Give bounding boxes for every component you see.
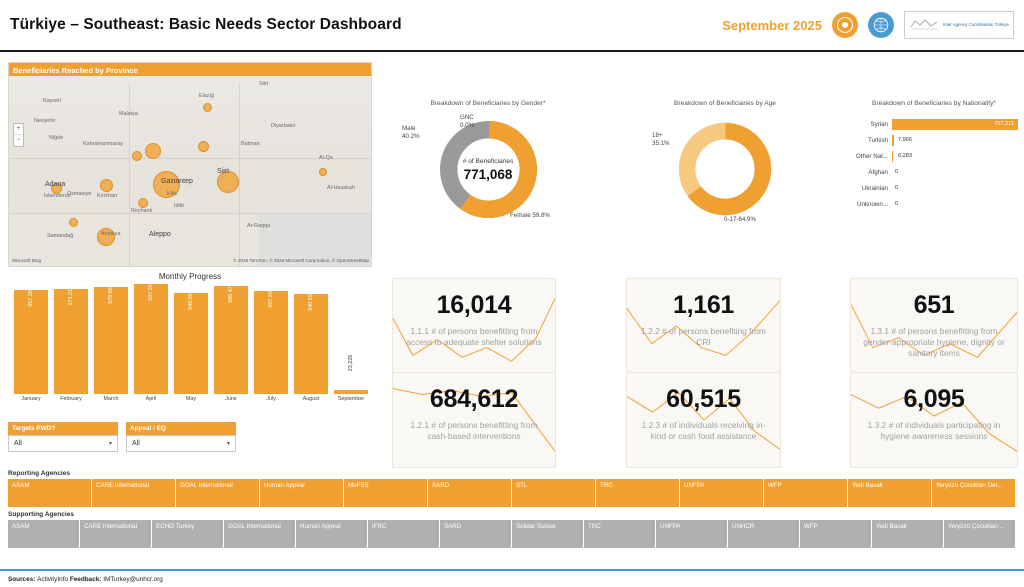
map-bubble[interactable] <box>198 141 209 152</box>
nationality-row[interactable] <box>850 148 1018 164</box>
monthly-bar-value: 557,299 <box>268 288 274 309</box>
kpi-card-shelter[interactable] <box>392 278 556 374</box>
gender-gnc-label: GNC 0.0% <box>460 114 475 130</box>
supporting-agencies-row <box>8 520 1016 548</box>
un-logo-icon <box>868 12 894 38</box>
nationality-label: Unknown... <box>857 200 888 208</box>
kpi-card-cri[interactable] <box>626 278 781 374</box>
map-bubble[interactable] <box>319 168 327 176</box>
map-bubble[interactable] <box>145 143 161 159</box>
chevron-down-icon[interactable]: ▾ <box>108 441 112 447</box>
agency-cell[interactable]: WFP <box>800 520 872 548</box>
gender-chart-title: Breakdown of Beneficiaries by Gender* <box>430 100 546 107</box>
supporting-agencies-title: Supporting Agencies <box>8 511 75 518</box>
filters-group <box>8 422 236 452</box>
kpi-description: 1.3.1 # of persons benefitting from gender-appropriate hygiene, dignity or sanitary items <box>863 326 1005 358</box>
agency-cell[interactable]: SARD <box>440 520 512 548</box>
filter-label: Targets PWD? <box>8 422 118 435</box>
monthly-progress-axis <box>8 394 372 402</box>
age-donut-chart <box>630 100 820 223</box>
chevron-down-icon[interactable]: ▾ <box>226 441 230 447</box>
map-title: Beneficiaries Reached by Province <box>9 63 371 76</box>
axis-tick: January <box>21 396 41 402</box>
agency-cell[interactable]: Yeryüzü Çocukları ... <box>944 520 1016 548</box>
coordination-logo-icon <box>832 12 858 38</box>
nationality-row[interactable] <box>850 196 1018 212</box>
monthly-progress-title: Monthly Progress <box>158 272 222 281</box>
map-bubble[interactable] <box>100 179 113 192</box>
agency-cell[interactable]: Yedi Basak <box>872 520 944 548</box>
monthly-bar-value: 586,477 <box>228 283 234 303</box>
age-0-17-label: 0-17-64.9% <box>724 216 756 223</box>
map-label: Reyhanlı <box>131 208 153 214</box>
map-label: Diyarbakır <box>271 123 296 129</box>
monthly-bar-value: 597,203 <box>148 281 154 301</box>
nationality-value: 757,211 <box>994 120 1014 127</box>
agency-cell[interactable]: TRC <box>596 479 680 507</box>
map-label: Batman <box>241 141 260 147</box>
gender-female-label: Female 59.8% <box>510 212 550 219</box>
nationality-row[interactable] <box>850 132 1018 148</box>
feedback-label: Feedback: <box>69 575 102 583</box>
reporting-agencies-title: Reporting Agencies <box>8 470 71 477</box>
monthly-bar-col[interactable] <box>94 284 128 394</box>
map-brand-label: Microsoft Bing <box>12 258 42 263</box>
filter-dropdown[interactable] <box>8 435 118 452</box>
map-label: Siirt <box>259 81 269 87</box>
kpi-description: 1.3.2 # of individuals participating in hygiene awareness sessions <box>867 420 1001 441</box>
map-road <box>9 158 372 159</box>
kpi-description: 1.1.1 # of persons benefitting from access to adequate shelter solutions <box>406 326 542 347</box>
agency-cell[interactable]: ASAM <box>8 479 92 507</box>
nationality-label: Turkish <box>867 136 888 144</box>
monthly-bar-col[interactable] <box>14 284 48 394</box>
nationality-label: Afghan <box>868 168 888 176</box>
map-zoom-in-button[interactable]: + <box>14 124 23 135</box>
nationality-label: Other Nat... <box>856 152 888 160</box>
axis-tick: March <box>103 396 119 402</box>
filter-label: Appeal / EQ <box>126 422 236 435</box>
filter-targets-pwd[interactable] <box>8 422 118 452</box>
nationality-value: 0 <box>895 184 899 191</box>
beneficiaries-label: # of Beneficiaries <box>462 157 514 165</box>
axis-tick: February <box>60 396 82 402</box>
page-header <box>0 0 1024 52</box>
monthly-bar-value: 567,387 <box>28 286 34 307</box>
map-label: Al-Qa <box>319 155 333 161</box>
header-right-group <box>722 11 1014 39</box>
kpi-value: 60,515 <box>666 385 741 413</box>
axis-tick: June <box>225 396 237 402</box>
kpi-value: 1,161 <box>672 291 735 319</box>
agency-cell[interactable]: STL <box>512 479 596 507</box>
kpi-card-food[interactable] <box>626 372 781 468</box>
map-label: Osmaniye <box>67 191 92 197</box>
agency-cell[interactable]: Solidar Suisse <box>512 520 584 548</box>
monthly-bar-col[interactable] <box>134 281 168 394</box>
monthly-bar-value: 23,226 <box>348 354 354 371</box>
axis-tick: September <box>337 396 365 402</box>
agency-cell[interactable]: Human Appeal <box>296 520 368 548</box>
map-bubble[interactable] <box>138 198 148 208</box>
agency-cell[interactable]: CARE International <box>80 520 152 548</box>
monthly-bar-value: 546,803 <box>188 290 194 310</box>
filter-appeal-eq[interactable] <box>126 422 236 452</box>
map-label: Idlib <box>174 203 184 209</box>
reporting-agencies-row <box>8 479 1016 507</box>
map-label: Elazığ <box>199 93 214 99</box>
nationality-label: Syrian <box>870 120 888 128</box>
nationality-row[interactable] <box>850 180 1018 196</box>
kpi-value: 6,095 <box>903 385 965 413</box>
axis-tick: May <box>185 396 197 402</box>
gender-donut[interactable] <box>436 117 541 222</box>
monthly-bar-value: 540,597 <box>308 291 314 312</box>
map-label: Malatya <box>119 111 138 117</box>
map-label: Kahramanmaraş <box>83 141 123 147</box>
monthly-bar-col[interactable] <box>54 284 88 394</box>
map-attribution: © 2025 TomTom, © 2025 Microsoft Corporation, © OpenStreetMap <box>233 258 369 264</box>
age-chart-title: Breakdown of Beneficiaries by Age <box>674 100 776 107</box>
axis-tick: July <box>266 396 276 402</box>
monthly-bar-col[interactable] <box>334 284 368 394</box>
agency-cell[interactable]: SARD <box>428 479 512 507</box>
agency-cell[interactable]: CARE International <box>92 479 176 507</box>
kpi-description: 1.2.2 # of persons benefiting from CRI <box>641 326 766 347</box>
kpi-value: 16,014 <box>436 291 512 319</box>
map-bubble[interactable] <box>203 103 212 112</box>
gender-male-label: Male 40.2% <box>402 125 420 141</box>
nationality-row[interactable] <box>850 116 1018 132</box>
map-bubble[interactable] <box>132 151 142 161</box>
map-label: Gaziantep <box>161 178 193 185</box>
agency-cell[interactable]: Yeryüzü Çocukları Der... <box>932 479 1016 507</box>
sources-label: Sources: <box>8 575 36 583</box>
nationality-value: 0 <box>895 200 899 207</box>
inter-agency-logo <box>904 11 1014 39</box>
monthly-bar-col[interactable] <box>214 284 248 394</box>
map-zoom-control[interactable] <box>13 123 24 147</box>
age-donut[interactable] <box>675 119 775 219</box>
monthly-progress-chart <box>8 272 372 417</box>
map-label: Kayseri <box>43 98 61 104</box>
filter-value: All <box>14 440 22 447</box>
page-title: Türkiye – Southeast: Basic Needs Sector Dashboard <box>10 16 402 33</box>
nationality-label: Ukrainian <box>861 184 888 192</box>
kpi-value: 684,612 <box>429 385 519 413</box>
monthly-bar-value: 571,211 <box>68 286 74 306</box>
agency-cell[interactable]: WFP <box>764 479 848 507</box>
axis-tick: August <box>302 396 320 402</box>
agency-cell[interactable]: UNFPA <box>656 520 728 548</box>
monthly-bar-value: 578,851 <box>108 284 114 305</box>
agency-cell[interactable]: TRC <box>584 520 656 548</box>
filter-value: All <box>132 440 140 447</box>
agency-cell[interactable]: GOAL International <box>176 479 260 507</box>
agency-cell[interactable]: UNFPA <box>680 479 764 507</box>
agency-cell[interactable]: Yedi Basak <box>848 479 932 507</box>
agency-cell[interactable]: IFRC <box>368 520 440 548</box>
monthly-progress-plot <box>8 281 372 394</box>
map-label: Niğde <box>49 135 64 141</box>
monthly-bar-col[interactable] <box>294 284 328 394</box>
kpi-value: 651 <box>913 291 955 319</box>
nationality-value: 7,966 <box>898 136 912 143</box>
agency-cell[interactable]: ECHO Turkey <box>152 520 224 548</box>
monthly-bar-col[interactable] <box>174 284 208 394</box>
kpi-card-cash[interactable] <box>392 372 556 468</box>
nationality-row[interactable] <box>850 164 1018 180</box>
inter-agency-logo-label: Inter Agency Coordination Türkiye <box>942 22 1009 28</box>
map-label: Kilis <box>167 191 177 197</box>
gender-donut-center <box>436 117 541 222</box>
filter-dropdown[interactable] <box>126 435 236 452</box>
nationality-value: 0 <box>895 168 899 175</box>
nationality-chart-title: Breakdown of Beneficiaries by Nationality* <box>872 100 996 107</box>
map-bubble[interactable] <box>69 218 78 227</box>
agency-cell[interactable]: ASAM <box>8 520 80 548</box>
map-label: Aleppo <box>149 231 171 238</box>
page-footer <box>0 569 1024 587</box>
agency-cell[interactable]: GOAL International <box>224 520 296 548</box>
kpi-description: 1.2.3 # of individuals receiving in-kind or cash food assistance <box>641 420 766 441</box>
agency-cell[interactable]: UNHCR <box>728 520 800 548</box>
map-panel[interactable] <box>8 62 372 267</box>
map-label: Siirt <box>217 168 230 175</box>
kpi-card-hygiene-items[interactable] <box>850 278 1018 374</box>
agency-cell[interactable]: MoFSS <box>344 479 428 507</box>
sources-value: ActivityInfo <box>37 575 69 583</box>
map-label: Antakya <box>101 231 121 237</box>
nationality-value: 6,283 <box>898 152 912 159</box>
age-18plus-label: 18+ 35.1% <box>652 132 670 148</box>
map-label: Samandağ <box>47 233 74 239</box>
map-label: Ar-Raqqa <box>247 223 271 229</box>
gender-donut-chart <box>388 100 588 222</box>
beneficiaries-value: 771,068 <box>463 166 513 182</box>
map-label: Adana <box>45 181 66 188</box>
feedback-value[interactable]: IMTurkey@unhcr.org <box>103 575 163 583</box>
map-road <box>239 83 240 267</box>
kpi-card-hygiene-sessions[interactable] <box>850 372 1018 468</box>
agency-cell[interactable]: Human Appeal <box>260 479 344 507</box>
map-zoom-out-button[interactable]: − <box>16 137 21 143</box>
kpi-description: 1.2.1 # of persons benefitting from cash-based interventions <box>410 420 538 441</box>
report-date: September 2025 <box>722 17 822 33</box>
map-road <box>9 213 372 214</box>
map-label: Nevşehir <box>34 118 56 124</box>
map-label: Kırıkhan <box>97 193 118 199</box>
axis-tick: April <box>145 396 157 402</box>
map-label: İskenderun <box>44 193 71 199</box>
monthly-bar-col[interactable] <box>254 284 288 394</box>
nationality-bar-chart <box>850 116 1018 212</box>
map-label: Al-Hasakah <box>327 185 355 191</box>
